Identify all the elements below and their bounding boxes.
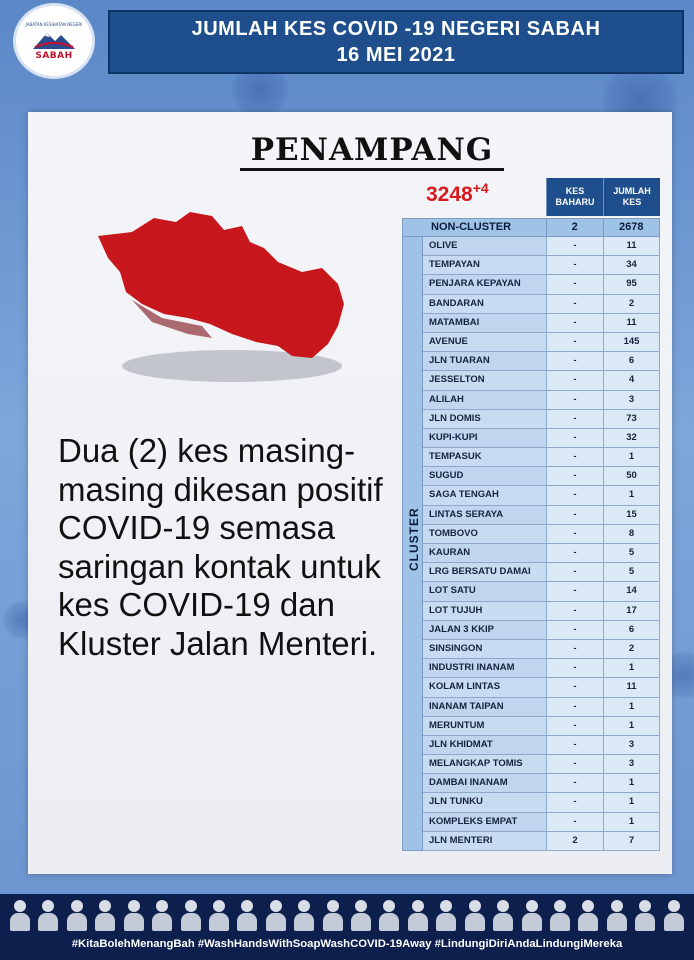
cluster-new: - <box>546 698 603 716</box>
cluster-new: - <box>546 371 603 389</box>
cluster-name: DAMBAI INANAM <box>423 774 546 792</box>
table-row <box>423 698 660 717</box>
person-icon <box>349 898 373 932</box>
cluster-name: JLN DOMIS <box>423 410 546 428</box>
table-row <box>423 410 660 429</box>
person-icon <box>576 898 600 932</box>
cluster-name: KAURAN <box>423 544 546 562</box>
cluster-total: 50 <box>603 467 660 485</box>
cluster-total: 2 <box>603 295 660 313</box>
table-row <box>423 755 660 774</box>
cluster-total: 1 <box>603 793 660 811</box>
cluster-new: - <box>546 544 603 562</box>
table-row <box>423 678 660 697</box>
header-date: 16 MEI 2021 <box>336 44 456 66</box>
cluster-new: - <box>546 602 603 620</box>
footer-banner <box>0 894 694 960</box>
cluster-new: 2 <box>546 832 603 850</box>
person-icon <box>520 898 544 932</box>
cluster-new: - <box>546 525 603 543</box>
cluster-name: JLN TUNKU <box>423 793 546 811</box>
cluster-new: - <box>546 391 603 409</box>
person-icon <box>179 898 203 932</box>
cluster-new: - <box>546 640 603 658</box>
cluster-total: 6 <box>603 352 660 370</box>
table-row <box>423 295 660 314</box>
district-title: PENAMPANG <box>240 132 504 171</box>
col-header-new: KES BAHARU <box>546 178 603 216</box>
table-row <box>423 717 660 736</box>
table-row <box>423 314 660 333</box>
cluster-total: 1 <box>603 774 660 792</box>
cluster-total: 3 <box>603 755 660 773</box>
cluster-total: 1 <box>603 486 660 504</box>
cluster-name: JESSELTON <box>423 371 546 389</box>
total-value: 3248 <box>426 183 473 206</box>
cluster-new: - <box>546 295 603 313</box>
cluster-new: - <box>546 352 603 370</box>
cluster-label: CLUSTER <box>407 507 421 571</box>
cluster-new: - <box>546 506 603 524</box>
table-row <box>423 621 660 640</box>
cluster-name: MELANGKAP TOMIS <box>423 755 546 773</box>
table-row <box>423 256 660 275</box>
cluster-name: KOMPLEKS EMPAT <box>423 813 546 831</box>
cluster-new: - <box>546 563 603 581</box>
person-icon <box>65 898 89 932</box>
cluster-total: 73 <box>603 410 660 428</box>
cluster-name: AVENUE <box>423 333 546 351</box>
frontliner-figures <box>8 898 686 934</box>
table-row <box>423 333 660 352</box>
cluster-total: 95 <box>603 275 660 293</box>
person-icon <box>463 898 487 932</box>
cluster-name: JALAN 3 KKIP <box>423 621 546 639</box>
non-cluster-total: 2678 <box>603 219 660 236</box>
cluster-new: - <box>546 659 603 677</box>
person-icon <box>321 898 345 932</box>
cluster-new: - <box>546 755 603 773</box>
cluster-new: - <box>546 410 603 428</box>
cluster-total: 5 <box>603 544 660 562</box>
cluster-name: BANDARAN <box>423 295 546 313</box>
cluster-name: LINTAS SERAYA <box>423 506 546 524</box>
cluster-new: - <box>546 813 603 831</box>
logo-name: SABAH <box>35 50 73 61</box>
table-row <box>423 237 660 256</box>
person-icon <box>434 898 458 932</box>
cluster-new: - <box>546 717 603 735</box>
cluster-total: 6 <box>603 621 660 639</box>
table-row <box>423 391 660 410</box>
cluster-total: 3 <box>603 391 660 409</box>
person-icon <box>207 898 231 932</box>
person-icon <box>36 898 60 932</box>
cluster-name: KOLAM LINTAS <box>423 678 546 696</box>
table-row <box>423 275 660 294</box>
table-row <box>423 525 660 544</box>
cluster-sidebar <box>402 237 423 851</box>
main-panel <box>28 112 672 874</box>
page-header <box>108 10 684 74</box>
cluster-total: 15 <box>603 506 660 524</box>
person-icon <box>377 898 401 932</box>
table-row <box>423 563 660 582</box>
cluster-total: 1 <box>603 448 660 466</box>
non-cluster-new: 2 <box>546 219 603 236</box>
person-icon <box>93 898 117 932</box>
total-cases <box>426 180 546 207</box>
table-row <box>423 429 660 448</box>
total-increase: +4 <box>472 180 489 196</box>
cluster-new: - <box>546 237 603 255</box>
cluster-new: - <box>546 621 603 639</box>
person-icon <box>8 898 32 932</box>
cluster-new: - <box>546 774 603 792</box>
cluster-total: 5 <box>603 563 660 581</box>
footer-hashtags: #KitaBolehMenangBah #WashHandsWithSoapWashCOVID-19Away #LindungiDiriAndaLindungiMereka <box>71 938 623 950</box>
cluster-name: TEMPASUK <box>423 448 546 466</box>
cluster-name: SINSINGON <box>423 640 546 658</box>
cluster-total: 3 <box>603 736 660 754</box>
table-row <box>423 813 660 832</box>
cluster-total: 11 <box>603 678 660 696</box>
table-row <box>423 659 660 678</box>
table-row <box>423 352 660 371</box>
cluster-total: 1 <box>603 698 660 716</box>
person-icon <box>235 898 259 932</box>
cluster-new: - <box>546 448 603 466</box>
cluster-name: LOT SATU <box>423 582 546 600</box>
cluster-name: INANAM TAIPAN <box>423 698 546 716</box>
person-icon <box>548 898 572 932</box>
cluster-name: OLIVE <box>423 237 546 255</box>
cluster-total: 34 <box>603 256 660 274</box>
person-icon <box>292 898 316 932</box>
cluster-name: ALILAH <box>423 391 546 409</box>
cluster-name: KUPI-KUPI <box>423 429 546 447</box>
cluster-total: 8 <box>603 525 660 543</box>
cluster-name: PENJARA KEPAYAN <box>423 275 546 293</box>
sabah-health-logo <box>16 6 92 76</box>
cluster-new: - <box>546 467 603 485</box>
table-row <box>423 774 660 793</box>
cluster-new: - <box>546 793 603 811</box>
cluster-new: - <box>546 256 603 274</box>
table-row <box>423 582 660 601</box>
cluster-new: - <box>546 333 603 351</box>
cluster-name: TEMPAYAN <box>423 256 546 274</box>
cluster-name: JLN KHIDMAT <box>423 736 546 754</box>
cluster-name: JLN TUARAN <box>423 352 546 370</box>
person-icon <box>406 898 430 932</box>
header-title: JUMLAH KES COVID -19 NEGERI SABAH <box>191 18 601 40</box>
story-text: Dua (2) kes masing-masing dikesan positif COVID-19 semasa saringan kontak untuk kes COVID-19 dan Kluster Jalan Menteri. <box>58 432 383 662</box>
person-icon <box>633 898 657 932</box>
cluster-new: - <box>546 678 603 696</box>
cluster-total: 145 <box>603 333 660 351</box>
table-row <box>423 448 660 467</box>
person-icon <box>605 898 629 932</box>
cluster-total: 17 <box>603 602 660 620</box>
cluster-total: 2 <box>603 640 660 658</box>
cluster-total: 1 <box>603 813 660 831</box>
logo-top-text: JABATAN KESIHATAN NEGERI <box>25 21 83 27</box>
table-row <box>423 793 660 812</box>
cluster-new: - <box>546 486 603 504</box>
cluster-total: 7 <box>603 832 660 850</box>
non-cluster-row <box>402 218 660 237</box>
cluster-new: - <box>546 275 603 293</box>
table-row <box>423 544 660 563</box>
cluster-total: 11 <box>603 237 660 255</box>
table-header <box>546 178 660 216</box>
table-row <box>423 640 660 659</box>
table-row <box>423 736 660 755</box>
cluster-total: 32 <box>603 429 660 447</box>
cluster-new: - <box>546 582 603 600</box>
person-icon <box>122 898 146 932</box>
mountain-icon <box>31 27 77 51</box>
cluster-total: 11 <box>603 314 660 332</box>
district-map <box>92 208 362 398</box>
cluster-name: LRG BERSATU DAMAI <box>423 563 546 581</box>
cluster-new: - <box>546 429 603 447</box>
table-row <box>423 832 660 851</box>
cluster-name: TOMBOVO <box>423 525 546 543</box>
table-row <box>423 602 660 621</box>
cluster-rows <box>423 237 660 851</box>
cluster-name: MATAMBAI <box>423 314 546 332</box>
cluster-total: 1 <box>603 659 660 677</box>
cluster-total: 4 <box>603 371 660 389</box>
cluster-name: SUGUD <box>423 467 546 485</box>
cluster-name: SAGA TENGAH <box>423 486 546 504</box>
cluster-name: MERUNTUM <box>423 717 546 735</box>
cluster-name: LOT TUJUH <box>423 602 546 620</box>
cluster-total: 14 <box>603 582 660 600</box>
table-row <box>423 371 660 390</box>
person-icon <box>264 898 288 932</box>
person-icon <box>662 898 686 932</box>
cluster-name: INDUSTRI INANAM <box>423 659 546 677</box>
cluster-new: - <box>546 736 603 754</box>
cluster-new: - <box>546 314 603 332</box>
table-row <box>423 506 660 525</box>
table-row <box>423 467 660 486</box>
cluster-name: JLN MENTERI <box>423 832 546 850</box>
person-icon <box>150 898 174 932</box>
col-header-total: JUMLAH KES <box>603 178 660 216</box>
non-cluster-name: NON-CLUSTER <box>431 221 512 233</box>
person-icon <box>491 898 515 932</box>
cluster-total: 1 <box>603 717 660 735</box>
table-row <box>423 486 660 505</box>
